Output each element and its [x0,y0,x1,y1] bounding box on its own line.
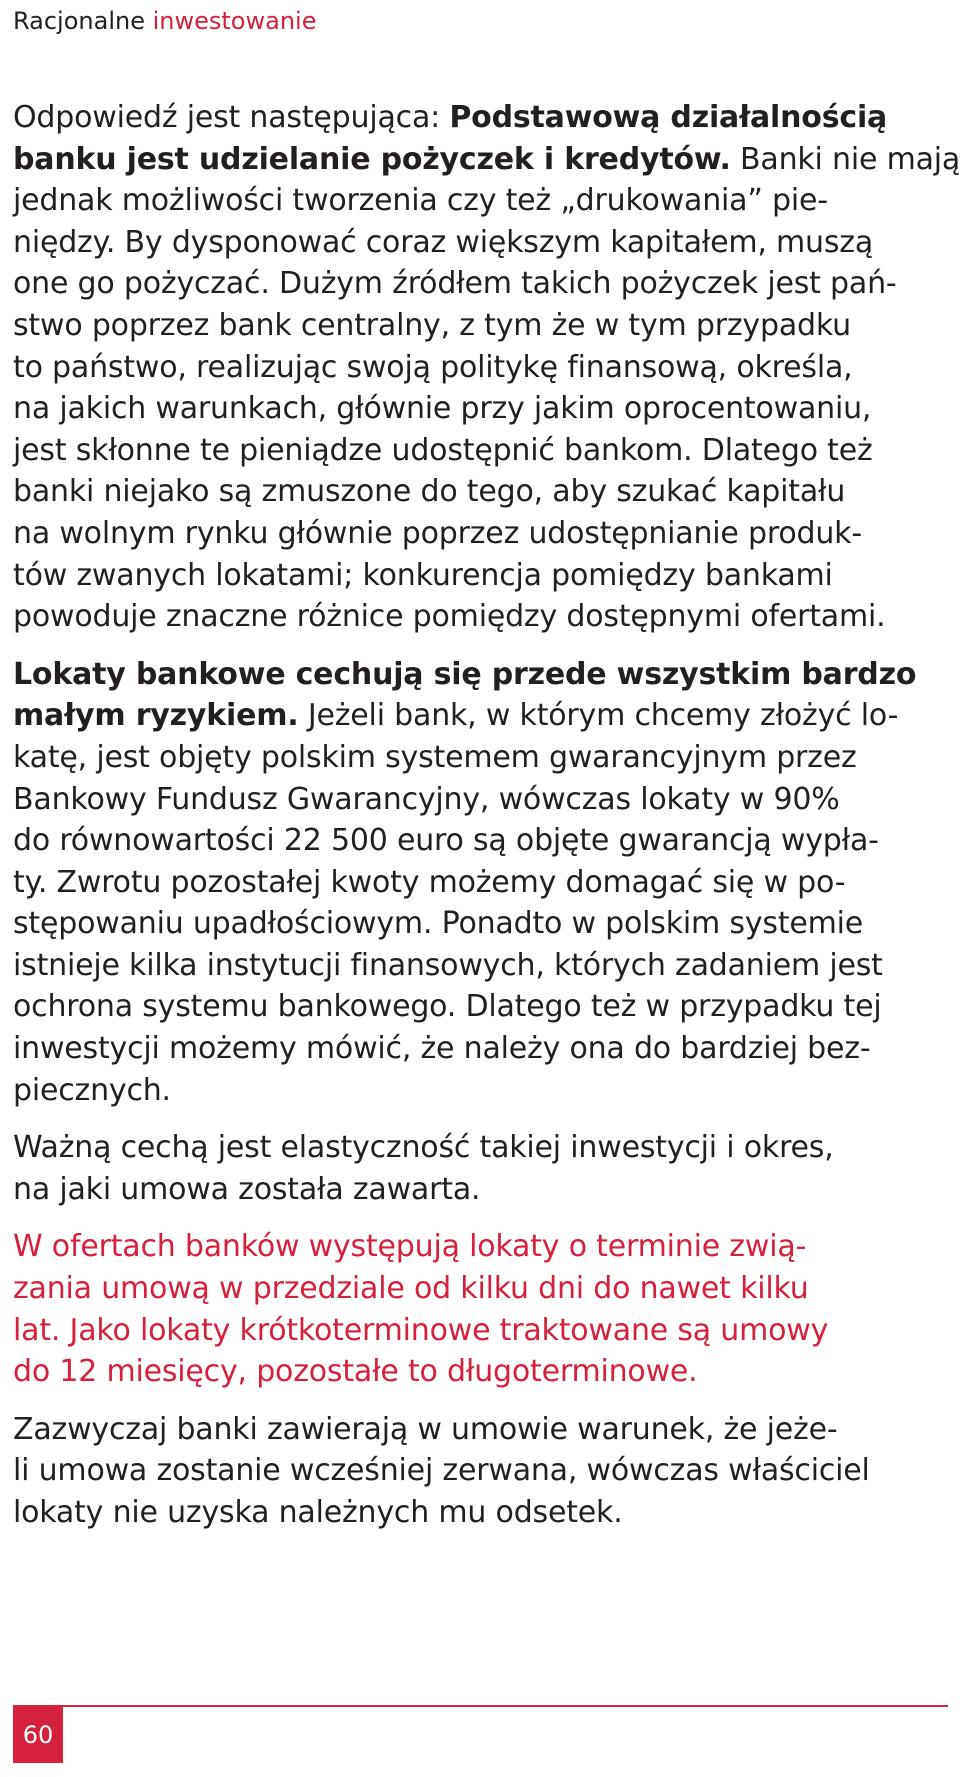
article-body [13,97,960,1534]
text-line: do 12 miesięcy, pozostałe to długoterminowe. [13,1354,698,1390]
text-line: lat. Jako lokaty krótkoterminowe traktowane są umowy [13,1312,829,1348]
text-line: jest skłonne te pieniądze udostępnić bankom. Dlatego też [13,432,873,468]
paragraph-deposit-risk [13,654,945,1112]
text-line: inwestycji możemy mówić, że należy ona do bardziej bez- [13,1031,871,1067]
text-line: do równowartości 22 500 euro są objęte gwarancją wypła- [13,823,879,859]
text-line: jednak możliwości tworzenia czy też „drukowania” pie- [13,183,828,219]
text-line: Ważną cechą jest elastyczność takiej inwestycji i okres, [13,1130,834,1166]
text-line: piecznych. [13,1072,171,1108]
text-line: na jaki umowa została zawarta. [13,1171,481,1207]
text-line: na wolnym rynku głównie poprzez udostępnianie produk- [13,515,862,551]
text-line: Zazwyczaj banki zawierają w umowie warunek, że jeże- [13,1411,838,1447]
text-line: na jakich warunkach, głównie przy jakim oprocentowaniu, [13,391,872,427]
text-line: stwo poprzez bank centralny, z tym że w tym przypadku [13,307,851,343]
running-header [13,6,316,36]
text-line: istnieje kilka instytucji finansowych, których zadaniem jest [13,947,883,983]
paragraph-bank-activity [13,97,960,638]
text-line: powoduje znaczne różnice pomiędzy dostępnymi ofertami. [13,599,886,635]
text-line: banki niejako są zmuszone do tego, aby szukać kapitału [13,474,846,510]
text-line: Lokaty bankowe cechują się przede wszystkim bardzo [13,656,917,692]
paragraph-flexibility [13,1127,945,1210]
text-line: niędzy. By dysponować coraz większym kapitałem, muszą [13,224,874,260]
text-line: one go pożyczać. Dużym źródłem takich pożyczek jest pań- [13,266,897,302]
text-line: ty. Zwrotu pozostałej kwoty możemy domagać się w po- [13,864,846,900]
header-title-accent: inwestowanie [152,7,317,35]
text-line: zania umową w przedziale od kilku dni do nawet kilku [13,1271,809,1307]
text-line: li umowa zostanie wcześniej zerwana, wówczas właściciel [13,1453,870,1489]
text-line: banku jest udzielanie pożyczek i kredytów. Banki nie mają [13,141,960,177]
text-line: lokaty nie uzyska należnych mu odsetek. [13,1495,623,1530]
text-line: katę, jest objęty polskim systemem gwarancyjnym przez [13,739,857,775]
footer-divider [13,1705,948,1707]
header-title: Racjonalne [13,7,145,35]
text-line: ochrona systemu bankowego. Dlatego też w przypadku tej [13,989,882,1025]
paragraph-early-termination [13,1409,945,1534]
text-line: małym ryzykiem. Jeżeli bank, w którym chcemy złożyć lo- [13,698,899,734]
text-line: tów zwanych lokatami; konkurencja pomiędzy bankami [13,557,833,593]
text-line: Odpowiedź jest następująca: Podstawową działalnością [13,100,888,135]
text-line: Bankowy Fundusz Gwarancyjny, wówczas lokaty w 90% [13,781,840,817]
text-line: W ofertach banków występują lokaty o terminie zwią- [13,1229,807,1265]
paragraph-highlight-deposit-terms [13,1226,945,1392]
text-line: to państwo, realizując swoją politykę finansową, określa, [13,349,853,385]
text-line: stępowaniu upadłościowym. Ponadto w polskim systemie [13,906,864,942]
page-number: 60 [13,1707,63,1763]
